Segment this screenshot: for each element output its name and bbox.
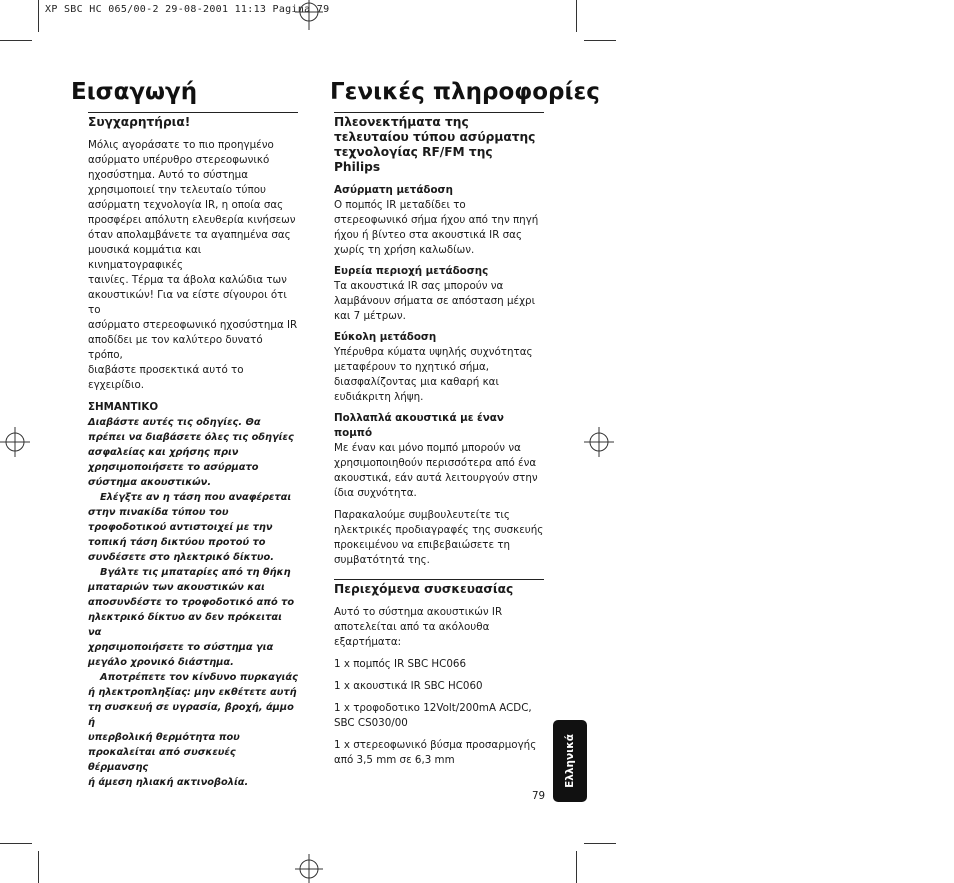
intro-line: όταν απολαμβάνετε τα αγαπημένα σας <box>88 229 291 241</box>
intro-line: αποδίδει με τον καλύτερο δυνατό τρόπο, <box>88 334 263 361</box>
package-item <box>334 738 544 768</box>
package-intro-line: Αυτό το σύστημα ακουστικών IR <box>334 606 503 618</box>
intro-line: ασύρματο υπέρυθρο στερεοφωνικό <box>88 154 270 166</box>
advantages-heading-line: τεχνολογίας RF/FM της <box>334 145 493 159</box>
crop-mark-bottom-right-h <box>584 843 616 844</box>
important-line: αποσυνδέστε το τροφοδοτικό από το <box>88 597 295 608</box>
right-column <box>334 112 544 768</box>
advice-line: ηλεκτρικές προδιαγραφές της συσκευής <box>334 524 544 536</box>
feature-multiple-headphones <box>334 411 544 501</box>
feature-text-line: χωρίς τη χρήση καλωδίων. <box>334 244 475 256</box>
feature-text-line: χρησιμοποιηθούν περισσότερα από ένα <box>334 457 537 469</box>
intro-line: ασύρματη τεχνολογία IR, η οποία σας <box>88 199 284 211</box>
registration-mark-top-icon <box>292 0 326 34</box>
crop-mark-top-left-v <box>38 0 39 32</box>
package-item-line: 1 x τροφοδοτικο 12Volt/200mA ACDC, <box>334 702 532 714</box>
advice-line: συμβατότητά της. <box>334 554 430 566</box>
advice-line: προκειμένου να επιβεβαιώσετε τη <box>334 539 511 551</box>
feature-text-line: ίδια συχνότητα. <box>334 487 417 499</box>
feature-title: πομπό <box>334 427 373 439</box>
feature-text-line: μεταφέρουν το ηχητικό σήμα, <box>334 361 490 373</box>
intro-line: προσφέρει απόλυτη ελευθερία κινήσεων <box>88 214 296 226</box>
crop-mark-bottom-right-v <box>576 851 577 883</box>
important-line: πρέπει να διαβάσετε όλες τις οδηγίες <box>88 432 294 443</box>
language-tab <box>553 720 587 802</box>
important-line: χρησιμοποιήσετε το σύστημα για <box>88 642 274 653</box>
feature-title: Εύκολη μετάδοση <box>334 331 437 343</box>
advice-line: Παρακαλούμε συμβουλευτείτε τις <box>334 509 510 521</box>
package-item-line: SBC CS030/00 <box>334 717 408 729</box>
left-column <box>88 112 298 790</box>
important-line: σύστημα ακουστικών. <box>88 477 212 488</box>
registration-mark-right-icon <box>584 427 614 457</box>
page-title-left: Εισαγωγή <box>71 79 198 105</box>
feature-text-line: Ο πομπός IR μεταδίδει το <box>334 199 466 211</box>
package-intro <box>334 605 544 650</box>
important-line: ασφαλείας και χρήσης πριν <box>88 447 239 458</box>
intro-line: ακουστικών! Για να είστε σίγουροι ότι το <box>88 289 287 316</box>
important-line: μπαταριών των ακουστικών και <box>88 582 265 593</box>
feature-text-line: ήχου ή βίντεο στα ακουστικά IR σας <box>334 229 523 241</box>
congratulations-heading: Συγχαρητήρια! <box>88 115 191 129</box>
crop-mark-top-right-h <box>584 40 616 41</box>
feature-title: Ασύρματη μετάδοση <box>334 184 453 196</box>
package-contents-heading: Περιεχόμενα συσκευασίας <box>334 582 514 596</box>
important-line: τοπική τάση δικτύου προτού το <box>88 537 266 548</box>
intro-line: ταινίες. Τέρμα τα άβολα καλώδια των <box>88 274 287 286</box>
intro-line: μουσικά κομμάτια και κινηματογραφικές <box>88 244 202 271</box>
advantages-heading-line: Πλεονεκτήματα της <box>334 115 469 129</box>
feature-title: Ευρεία περιοχή μετάδοσης <box>334 265 489 277</box>
feature-easy-transmission <box>334 330 544 405</box>
registration-mark-left-icon <box>0 427 30 457</box>
advice-paragraph <box>334 508 544 568</box>
left-heading-rule <box>88 112 298 130</box>
package-item-line: 1 x ακουστικά IR SBC HC060 <box>334 680 483 692</box>
advantages-heading-line: Philips <box>334 160 381 174</box>
crop-mark-bottom-left-v <box>38 851 39 883</box>
feature-text-line: Τα ακουστικά IR σας μπορούν να <box>334 280 504 292</box>
package-intro-line: εξαρτήματα: <box>334 636 402 648</box>
package-item-line: από 3,5 mm σε 6,3 mm <box>334 754 455 766</box>
feature-text-line: ευδιάκριτη λήψη. <box>334 391 424 403</box>
advantages-heading-line: τελευταίου τύπου ασύρματης <box>334 130 536 144</box>
crop-mark-top-right-v <box>576 0 577 32</box>
intro-line: χρησιμοποιεί την τελευταίο τύπου <box>88 184 266 196</box>
important-line: Βγάλτε τις μπαταρίες από τη θήκη <box>100 567 291 578</box>
feature-text-line: Υπέρυθρα κύματα υψηλής συχνότητας <box>334 346 533 358</box>
important-line: χρησιμοποιήσετε το ασύρματο <box>88 462 259 473</box>
intro-line: ασύρματο στερεοφωνικό ηχοσύστημα IR <box>88 319 298 331</box>
important-line: Ελέγξτε αν η τάση που αναφέρεται <box>100 492 292 503</box>
important-line: τη συσκευή σε υγρασία, βροχή, άμμο ή <box>88 702 294 728</box>
important-line: ηλεκτρικό δίκτυο αν δεν πρόκειται να <box>88 612 282 638</box>
important-line: συνδέσετε στο ηλεκτρικό δίκτυο. <box>88 552 274 563</box>
important-line: υπερβολική θερμότητα που <box>88 732 240 743</box>
feature-text-line: ακουστικά, εάν αυτά λειτουργούν στην <box>334 472 538 484</box>
package-item <box>334 679 544 694</box>
intro-text <box>88 138 298 393</box>
right-heading-rule <box>334 112 544 175</box>
crop-mark-bottom-left-h <box>0 843 32 844</box>
package-item-line: 1 x πομπός IR SBC HC066 <box>334 658 466 670</box>
package-item <box>334 657 544 672</box>
package-item <box>334 701 544 731</box>
feature-text-line: λαμβάνουν σήματα σε απόσταση μέχρι <box>334 295 536 307</box>
feature-text-line: στερεοφωνικό σήμα ήχου από την πηγή <box>334 214 539 226</box>
important-notice <box>88 400 298 790</box>
important-label: ΣΗΜΑΝΤΙΚΟ <box>88 401 159 413</box>
feature-text-line: διασφαλίζοντας μια καθαρή και <box>334 376 499 388</box>
page-title-right: Γενικές πληροφορίες <box>330 79 600 105</box>
intro-line: Μόλις αγοράσατε το πιο προηγμένο <box>88 139 274 151</box>
important-line: ή ηλεκτροπληξίας: μην εκθέτετε αυτή <box>88 687 297 698</box>
important-line: προκαλείται από συσκευές θέρμανσης <box>88 747 236 773</box>
print-slug: XP SBC HC 065/00-2 29-08-2001 11:13 Pagina 79 <box>45 4 330 15</box>
important-line: μεγάλο χρονικό διάστημα. <box>88 657 234 668</box>
important-line: Διαβάστε αυτές τις οδηγίες. Θα <box>88 417 261 428</box>
important-line: στην πινακίδα τύπου του <box>88 507 229 518</box>
important-line: ή άμεση ηλιακή ακτινοβολία. <box>88 777 249 788</box>
feature-wireless <box>334 183 544 258</box>
registration-mark-bottom-icon <box>292 850 326 883</box>
important-line: Αποτρέπετε τον κίνδυνο πυρκαγιάς <box>100 672 298 683</box>
important-line: τροφοδοτικού αντιστοιχεί με την <box>88 522 273 533</box>
package-intro-line: αποτελείται από τα ακόλουθα <box>334 621 490 633</box>
feature-text-line: Με έναν και μόνο πομπό μπορούν να <box>334 442 521 454</box>
language-tab-label: Ελληνικά <box>564 734 576 788</box>
page-number: 79 <box>532 790 546 802</box>
feature-title: Πολλαπλά ακουστικά με έναν <box>334 412 504 424</box>
intro-line: ηχοσύστημα. Αυτό το σύστημα <box>88 169 249 181</box>
crop-mark-top-left-h <box>0 40 32 41</box>
package-heading-rule <box>334 579 544 597</box>
intro-line: διαβάστε προσεκτικά αυτό το εγχειρίδιο. <box>88 364 244 391</box>
feature-range <box>334 264 544 324</box>
feature-text-line: και 7 μέτρων. <box>334 310 406 322</box>
package-item-line: 1 x στερεοφωνικό βύσμα προσαρμογής <box>334 739 537 751</box>
